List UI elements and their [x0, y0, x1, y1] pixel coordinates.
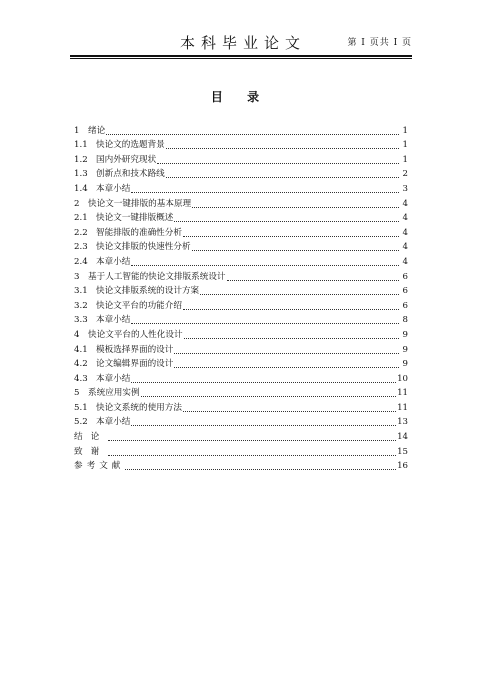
toc-entry[interactable] — [74, 341, 408, 356]
toc-entry[interactable] — [74, 253, 408, 268]
toc-entry[interactable] — [74, 385, 408, 400]
toc-entry-number: 4 — [74, 329, 80, 340]
toc-entry-label: 本章小结 — [96, 373, 131, 384]
toc-leader-dots — [183, 235, 399, 237]
toc-entry-page: 9 — [402, 359, 408, 370]
toc-entry-label: 致谢 — [74, 446, 108, 457]
toc-entry[interactable] — [74, 297, 408, 312]
toc-entry-page: 4 — [402, 198, 408, 209]
toc-entry[interactable] — [74, 399, 408, 414]
toc-entry-label: 快论文平台的功能介绍 — [96, 300, 182, 311]
toc-entry-label: 快论文排版的快速性分析 — [96, 242, 191, 253]
toc-entry-number: 3.3 — [74, 315, 88, 326]
toc-entry-page: 11 — [397, 402, 408, 413]
toc-leader-dots — [174, 366, 399, 368]
toc-leader-dots — [131, 322, 399, 324]
toc-leader-dots — [125, 468, 396, 470]
toc-leader-dots — [192, 249, 399, 251]
toc-entry-number: 4.1 — [74, 344, 88, 355]
toc-entry-number: 4.3 — [74, 373, 88, 384]
toc-leader-dots — [183, 308, 399, 310]
toc-entry-page: 1 — [402, 125, 408, 136]
toc-entry-page: 8 — [402, 315, 408, 326]
toc-entry-number: 1.2 — [74, 154, 88, 165]
toc-entry-page: 4 — [402, 242, 408, 253]
toc-entry-label: 基于人工智能的快论文排版系统设计 — [88, 271, 226, 282]
toc-entry-page: 6 — [402, 271, 408, 282]
toc-entry[interactable] — [74, 283, 408, 298]
toc-entry[interactable] — [74, 137, 408, 152]
toc-entry-label: 参考文献 — [74, 461, 125, 472]
toc-entry-page: 4 — [402, 227, 408, 238]
toc-entry-label: 创新点和技术路线 — [96, 169, 165, 180]
toc-entry-label: 快论文一键排版概述 — [96, 213, 174, 224]
toc-leader-dots — [183, 410, 396, 412]
toc-entry-label: 结论 — [74, 432, 108, 443]
header-page-info: 第 I 页共 I 页 — [347, 38, 412, 48]
toc-entry-page: 6 — [402, 286, 408, 297]
header-rule-thin — [70, 58, 412, 59]
toc-entry[interactable] — [74, 224, 408, 239]
toc-leader-dots — [174, 352, 399, 354]
toc-entry-number: 1.3 — [74, 169, 88, 180]
toc-entry-number: 4.2 — [74, 359, 88, 370]
toc-entry-number: 2.4 — [74, 256, 88, 267]
toc-entry-label: 模板选择界面的设计 — [96, 344, 174, 355]
toc-entry-page: 16 — [397, 461, 408, 472]
toc-entry-number: 2.3 — [74, 242, 88, 253]
toc-entry-number: 3.2 — [74, 300, 88, 311]
header-title: 本科毕业论文 — [180, 34, 307, 52]
toc-entry-number: 3 — [74, 271, 80, 282]
toc-entry-number: 2 — [74, 198, 80, 209]
toc-entry[interactable] — [74, 166, 408, 181]
toc-entry-label: 快论文的选题背景 — [96, 140, 165, 151]
toc-entry[interactable] — [74, 151, 408, 166]
toc-entry[interactable] — [74, 210, 408, 225]
toc-entry-page: 1 — [402, 154, 408, 165]
toc-entry-label: 本章小结 — [96, 315, 131, 326]
toc-entry-label: 快论文排版系统的设计方案 — [96, 286, 200, 297]
toc-entry-label: 快论文系统的使用方法 — [96, 402, 182, 413]
toc-entry[interactable] — [74, 268, 408, 283]
toc-entry-number: 2.2 — [74, 227, 88, 238]
header-rule-thick — [70, 55, 412, 57]
toc-entry-label: 本章小结 — [96, 417, 131, 428]
toc-entry[interactable] — [74, 428, 408, 443]
toc-entry-page: 14 — [397, 432, 408, 443]
toc-entry-number: 2.1 — [74, 213, 88, 224]
toc-entry[interactable] — [74, 370, 408, 385]
toc-entry-number: 1.1 — [74, 140, 88, 151]
toc-entry-label: 本章小结 — [96, 256, 131, 267]
toc-entry-number: 5.2 — [74, 417, 88, 428]
toc-entry[interactable] — [74, 312, 408, 327]
toc-leader-dots — [174, 220, 399, 222]
toc-leader-dots — [131, 381, 396, 383]
toc-entry-page: 9 — [402, 344, 408, 355]
toc-entry[interactable] — [74, 458, 408, 473]
toc-entry[interactable] — [74, 239, 408, 254]
toc-entry-page: 3 — [402, 183, 408, 194]
toc-leader-dots — [106, 133, 399, 135]
toc-entry-number: 5.1 — [74, 402, 88, 413]
toc-entry[interactable] — [74, 356, 408, 371]
toc-entry-page: 4 — [402, 213, 408, 224]
toc-entry-label: 快论文平台的人性化设计 — [88, 329, 183, 340]
toc-entry-label: 论文编辑界面的设计 — [96, 359, 174, 370]
toc-entry[interactable] — [74, 414, 408, 429]
toc-entry-label: 国内外研究现状 — [96, 154, 157, 165]
toc-entry-page: 15 — [397, 446, 408, 457]
toc-leader-dots — [157, 162, 399, 164]
toc-entry[interactable] — [74, 195, 408, 210]
toc-entry-number: 3.1 — [74, 286, 88, 297]
toc-entry[interactable] — [74, 443, 408, 458]
toc-entry-page: 6 — [402, 300, 408, 311]
toc-entry-page: 10 — [397, 373, 408, 384]
toc-entry[interactable] — [74, 122, 408, 137]
toc-entry-label: 系统应用实例 — [88, 388, 140, 399]
toc-entry-label: 快论文一键排版的基本原理 — [88, 198, 192, 209]
toc-entry[interactable] — [74, 326, 408, 341]
toc-leader-dots — [166, 176, 399, 178]
toc-leader-dots — [131, 424, 396, 426]
toc-leader-dots — [108, 439, 396, 441]
toc-entry-number: 1.4 — [74, 183, 88, 194]
page-header — [70, 30, 412, 52]
toc-leader-dots — [108, 454, 396, 456]
toc-leader-dots — [131, 264, 399, 266]
toc-leader-dots — [200, 293, 399, 295]
toc-entry-label: 绪论 — [88, 125, 106, 136]
toc-leader-dots — [192, 206, 399, 208]
toc-entry-page: 1 — [402, 140, 408, 151]
toc-entry-page: 9 — [402, 329, 408, 340]
toc-entry-page: 2 — [402, 169, 408, 180]
toc-leader-dots — [166, 147, 399, 149]
toc-leader-dots — [131, 191, 399, 193]
toc-entry-number: 5 — [74, 388, 80, 399]
toc-entry-page: 13 — [397, 417, 408, 428]
toc-entry-page: 4 — [402, 256, 408, 267]
table-of-contents — [74, 122, 408, 472]
toc-entry-label: 智能排版的准确性分析 — [96, 227, 182, 238]
toc-entry-page: 11 — [397, 388, 408, 399]
toc-entry[interactable] — [74, 180, 408, 195]
toc-entry-label: 本章小结 — [96, 183, 131, 194]
toc-title: 目 录 — [210, 90, 270, 104]
toc-entry-number: 1 — [74, 125, 80, 136]
toc-leader-dots — [227, 279, 399, 281]
toc-leader-dots — [141, 395, 396, 397]
toc-leader-dots — [184, 337, 399, 339]
